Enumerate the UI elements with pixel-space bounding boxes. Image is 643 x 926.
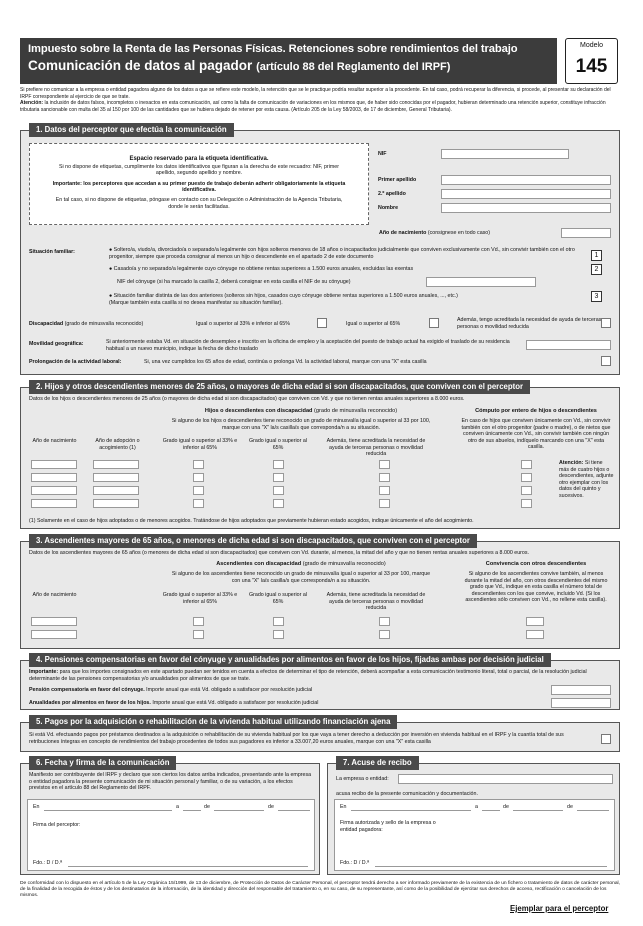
situacion-3-text: ● Situación familiar distinta de las dos anteriores (solteros sin hijos, casados cuyo cónyuge obtiene rentas superiores a 1.500 euros anuales, ..., etc.) (Marque también esta casilla si no desea manifestar su situación familiar). <box>109 293 458 306</box>
fecha-dia-line[interactable] <box>183 810 201 811</box>
hijo-computo-checkbox[interactable] <box>521 473 532 482</box>
primer-apellido-label: Primer apellido <box>378 177 417 183</box>
asc-disc-text: Si alguno de los ascendientes tiene reconocido un grado de minusvalía igual o superior al 33 por 100, marque con una "X" la/s casilla/s que corresponda/n a su situación. <box>171 571 431 584</box>
hijos-disc-text: Si alguno de los hijos o descendientes tiene reconocido un grado de minusvalía igual o superior al 33 por 100, marque con una "X" la/s casilla/s que corresponda/n a su situación. <box>171 418 431 431</box>
intro-text <box>20 87 620 113</box>
section-5-title: 5. Pagos por la adquisición o rehabilitación de la vivienda habitual utilizando financiación ajena <box>29 715 397 729</box>
anualidades-label: Anualidades por alimentos en favor de los hijos. Importe anual que está Vd. obligado a satisfacer por resolución judicial <box>29 700 319 706</box>
acuse-a-label: a <box>475 804 478 810</box>
convivencia-text: Si alguno de los ascendientes convive también, al menos durante la mitad del año, con otros descendientes del mismo grado que Vd., indique en esta casilla el número total de descendientes con los que convive, incluido Vd. (Si los ascendientes sólo conviven con Vd., no rellene esta casilla). <box>464 571 608 604</box>
movilidad-date-input[interactable] <box>526 340 611 350</box>
firma-empresa-box[interactable] <box>334 799 615 871</box>
ascendiente-grado-b-checkbox[interactable] <box>273 630 284 639</box>
section-6-title: 6. Fecha y firma de la comunicación <box>29 756 176 770</box>
fdo-perceptor-line[interactable] <box>68 866 308 867</box>
hijo-ayuda-checkbox[interactable] <box>379 473 390 482</box>
acuse-ano-line[interactable] <box>577 810 609 811</box>
section-3 <box>20 536 620 649</box>
pension-label: Pensión compensatoria en favor del cónyuge. Importe anual que está Vd. obligado a satisfacer por resolución judicial <box>29 687 313 693</box>
section-7-title: 7. Acuse de recibo <box>336 756 419 770</box>
empresa-input[interactable] <box>398 774 613 784</box>
situacion-1-checkbox[interactable]: 1 <box>591 250 602 261</box>
nif-conyuge-label: NIF del cónyuge (si ha marcado la casilla 2, deberá consignar en esta casilla el NIF de su cónyuge) <box>117 279 351 285</box>
prolongacion-label: Prolongación de la actividad laboral: <box>29 359 122 365</box>
col-grado-a-header: Grado igual o superior al 33% e inferior al 65% <box>162 438 238 451</box>
ascendiente-grado-b-checkbox[interactable] <box>273 617 284 626</box>
label-area-p3: En tal caso, si no dispone de etiquetas, póngase en contacto con su Delegación o Administración de la Agencia Tributaria, donde le serán facilitadas. <box>55 196 343 210</box>
discapacidad-a-checkbox[interactable] <box>317 318 327 328</box>
fecha-mes-line[interactable] <box>214 810 264 811</box>
header-title-line1: Impuesto sobre la Renta de las Personas Físicas. Retenciones sobre rendimientos del trabajo <box>28 43 518 55</box>
intro-p2: Atención: la inclusión de datos falsos, incompletos o inexactos en esta comunicación, así como la falta de comunicación de variaciones en los mismos que, de haber sido conocidas por el pagador, hubieran determinado una retención superior, constituye infracción tributaria sancionable con multa del 35 al 150 por 100 de las cantidades que se hubiera dejado de retener por esta causa. (Artículo 205 de la Ley 58/2003, de 17 de diciembre, General Tributaria). <box>20 100 606 113</box>
segundo-apellido-input[interactable] <box>441 189 611 199</box>
section-4-importante: Importante: para que los importes consignados en este apartado puedan ser tenidos en cuenta a efectos de determinar el tipo de retención, deberá acompañar a esta comunicación testimonio literal, total o parcial, de la resolución judicial determinante de las pensiones compensatorias y/o anualidades por alimentos de que se trate. <box>29 669 587 682</box>
acuse-lugar-line[interactable] <box>351 810 471 811</box>
ascendiente-nacimiento-input[interactable] <box>31 630 77 639</box>
nif-input[interactable] <box>441 149 569 159</box>
primer-apellido-input[interactable] <box>441 175 611 185</box>
movilidad-label: Movilidad geográfica: <box>29 341 84 347</box>
ascendiente-grado-a-checkbox[interactable] <box>193 630 204 639</box>
modelo-box <box>565 38 618 84</box>
situacion-3-checkbox[interactable]: 3 <box>591 291 602 302</box>
hijo-computo-checkbox[interactable] <box>521 460 532 469</box>
section-6 <box>20 758 320 875</box>
asc-col-nacimiento-header: Año de nacimiento <box>32 592 77 598</box>
ascendiente-convivencia-input[interactable] <box>526 617 544 626</box>
discapacidad-c-label: Además, tengo acreditada la necesidad de ayuda de terceras personas o movilidad reducida <box>457 317 602 330</box>
hijo-nacimiento-input[interactable] <box>31 460 77 469</box>
discapacidad-a-label: Igual o superior al 33% e inferior al 65% <box>196 321 290 327</box>
computo-text: En caso de hijos que conviven únicamente con Vd., sin convivir también con el otro progenitor (padre o madre), o de nietos que conviven únicamente con Vd., sin convivir también con ningún otro de sus abuelos, indíquelo marcando con una "X" esta casilla. <box>461 418 611 451</box>
nombre-input[interactable] <box>441 203 611 213</box>
header-title-line2: Comunicación de datos al pagador (artículo 88 del Reglamento del IRPF) <box>28 58 451 73</box>
ejemplar-label: Ejemplar para el perceptor <box>510 904 609 913</box>
section-3-title: 3. Ascendientes mayores de 65 años, o menores de dicha edad si son discapacitados, que conviven con el perceptor <box>29 534 477 548</box>
label-area-p2: Importante: los perceptores que accedan a su primer puesto de trabajo deberán adherir obligatoriamente la etiqueta identificativa. <box>52 180 346 194</box>
nif-conyuge-input[interactable] <box>426 277 536 287</box>
ascendiente-ayuda-checkbox[interactable] <box>379 617 390 626</box>
discapacidad-label: Discapacidad (grado de minusvalía reconocido) <box>29 321 144 327</box>
col-ayuda-header: Además, tiene acreditada la necesidad de ayuda de terceras personas o movilidad reducida <box>326 438 426 458</box>
firma-empresa-label: Firma autorizada y sello de la empresa o entidad pagadora: <box>340 820 436 833</box>
hijo-nacimiento-input[interactable] <box>31 473 77 482</box>
hijo-grado-a-checkbox[interactable] <box>193 460 204 469</box>
col-nacimiento-header: Año de nacimiento <box>32 438 77 444</box>
modelo-label: Modelo <box>580 42 603 49</box>
col-grado-b-header: Grado igual o superior al 65% <box>248 438 307 451</box>
prolongacion-text: Si, una vez cumplidos los 65 años de edad, continúa o prolonga Vd. la actividad laboral, marque con una "X" esta casilla <box>144 359 427 365</box>
section-2-footnote: (1) Solamente en el caso de hijos adoptados o de menores acogidos. Tratándose de hijos adoptados que previamente hubieran estado acogidos, indique únicamente el año del acogimiento. <box>29 518 474 524</box>
firma-perceptor-box[interactable] <box>27 799 315 871</box>
section-4 <box>20 655 620 710</box>
pension-input[interactable] <box>551 685 611 695</box>
discapacidad-c-checkbox[interactable] <box>601 318 611 328</box>
acuse-dia-line[interactable] <box>482 810 500 811</box>
section-4-title: 4. Pensiones compensatorias en favor del cónyuge y anualidades por alimentos en favor de los hijos, fijadas ambas por decisión judicial <box>29 653 551 667</box>
section-5-text: Si está Vd. efectuando pagos por préstamos destinados a la adquisición o rehabilitación de su vivienda habitual por los que vaya a tener derecho a deducción por inversión en vivienda habitual en el IRPF y la cuantía total de sus retribuciones íntegras en concepto de rendimientos del trabajo procedentes de todos sus pagadores es inferior a 33.007,20 euros anuales, marque con una "X" esta casilla <box>29 732 564 745</box>
nacimiento-label: Año de nacimiento (consignese en todo caso) <box>379 230 491 236</box>
convivencia-header: Convivencia con otros descendientes <box>485 561 587 567</box>
ascendiente-nacimiento-input[interactable] <box>31 617 77 626</box>
nacimiento-input[interactable] <box>561 228 611 238</box>
computo-header: Cómputo por entero de hijos o descendientes <box>475 408 597 414</box>
form-header <box>20 38 557 84</box>
movilidad-text: Si anteriormente estaba Vd. en situación de desempleo e inscrito en la oficina de empleo y la aceptación del puesto de trabajo actual ha exigido el traslado de su residencia habitual a un nuevo municipio, indique la fecha de dicho traslado <box>106 339 510 352</box>
vivienda-checkbox[interactable] <box>601 734 611 744</box>
hijo-nacimiento-input[interactable] <box>31 486 77 495</box>
section-1 <box>20 125 620 375</box>
situacion-label: Situación familiar: <box>29 249 75 255</box>
asc-disc-header: Ascendientes con discapacidad (grado de minusvalía reconocido) <box>216 561 386 567</box>
fecha-lugar-line[interactable] <box>44 810 172 811</box>
hijo-grado-b-checkbox[interactable] <box>273 499 284 508</box>
hijo-grado-a-checkbox[interactable] <box>193 486 204 495</box>
section-2-title: 2. Hijos y otros descendientes menores de 25 años, o mayores de dicha edad si son discapacitados, que conviven con el perceptor <box>29 380 530 394</box>
hijo-grado-a-checkbox[interactable] <box>193 473 204 482</box>
hijo-grado-b-checkbox[interactable] <box>273 486 284 495</box>
section-2 <box>20 382 620 529</box>
hijo-adopcion-input[interactable] <box>93 499 139 508</box>
section-5 <box>20 717 620 752</box>
hijo-adopcion-input[interactable] <box>93 486 139 495</box>
fecha-a-label: a <box>176 804 179 810</box>
section-7 <box>327 758 620 875</box>
situacion-1-text: ● Soltero/a, viudo/a, divorciado/a o separado/a legalmente con hijos solteros menores de 18 años o incapacitados judicialmente que conviven exclusivamente con Vd., sin convivir también con el otro progenitor, siempre que proceda consignar al menos un hijo o descendiente en el apartado 2 de este documento <box>109 247 575 260</box>
hijo-computo-checkbox[interactable] <box>521 499 532 508</box>
fdo-empresa-line[interactable] <box>375 866 607 867</box>
hijo-nacimiento-input[interactable] <box>31 499 77 508</box>
col-adopcion-header: Año de adopción o acogimiento (1) <box>95 438 140 451</box>
acuse-de2-label: de <box>567 804 573 810</box>
intro-p1: Si prefiere no comunicar a la empresa o entidad pagadora alguno de los datos a que se refiere este modelo, la retención que se le practique podría resultar superior a la procedente. En tal caso, podrá recuperar la diferencia, si procede, al presentar su declaración del IRPF correspondiente al ejercicio de que se trate. <box>20 87 611 100</box>
fdo-empresa-label: Fdo.: D / D.ª <box>340 860 370 866</box>
atencion-note: Atención: Si tiene más de cuatro hijos o descendientes, adjunte otro ejemplar con los datos del quinto y sucesivos. <box>559 460 614 500</box>
discapacidad-b-label: Igual o superior al 65% <box>346 321 401 327</box>
section-1-title: 1. Datos del perceptor que efectúa la comunicación <box>29 123 234 137</box>
hijo-computo-checkbox[interactable] <box>521 486 532 495</box>
hijos-disc-header: Hijos o descendientes con discapacidad (grado de minusvalía reconocido) <box>204 408 398 414</box>
hijo-grado-a-checkbox[interactable] <box>193 499 204 508</box>
modelo-number: 145 <box>575 55 608 77</box>
asc-col-ayuda-header: Además, tiene acreditada la necesidad de ayuda de terceras personas o movilidad reducida <box>326 592 426 612</box>
ascendiente-ayuda-checkbox[interactable] <box>379 630 390 639</box>
discapacidad-b-checkbox[interactable] <box>429 318 439 328</box>
fecha-de2-label: de <box>268 804 274 810</box>
ascendiente-convivencia-input[interactable] <box>526 630 544 639</box>
firma-perceptor-label: Firma del perceptor: <box>33 822 81 828</box>
segundo-apellido-label: 2.º apellido <box>378 191 406 197</box>
label-area-title: Espacio reservado para la etiqueta identificativa. <box>129 156 269 162</box>
fecha-en-label: En <box>33 804 40 810</box>
hijo-grado-b-checkbox[interactable] <box>273 460 284 469</box>
label-area-p1: Si no dispone de etiquetas, cumplimente los datos identificativos que figuran a la derecha de este recuadro: NIF, primer apellido, segundo apellido y nombre. <box>58 163 339 177</box>
situacion-2-text: ● Casado/a y no separado/a legalmente cuyo cónyuge no obtiene rentas superiores a 1.500 euros anuales, excluidas las exentas <box>109 266 414 272</box>
ascendiente-grado-a-checkbox[interactable] <box>193 617 204 626</box>
situacion-2-checkbox[interactable]: 2 <box>591 264 602 275</box>
fdo-perceptor-label: Fdo.: D / D.ª <box>33 860 63 866</box>
asc-col-grado-b-header: Grado igual o superior al 65% <box>248 592 307 605</box>
acuse-de1-label: de <box>503 804 509 810</box>
acusa-text: acusa recibo de la presente comunicación y documentación. <box>336 791 478 797</box>
fecha-ano-line[interactable] <box>278 810 310 811</box>
hijo-ayuda-checkbox[interactable] <box>379 486 390 495</box>
section-6-text: Manifiesto ser contribuyente del IRPF y declaro que son ciertos los datos arriba indicados, presentando ante la empresa o entidad pagadora la presente comunicación de mi situación personal y familiar, o de su variación, a los efectos previstos en el artículo 88 del Reglamento del IRPF. <box>29 772 312 792</box>
nombre-label: Nombre <box>378 205 399 211</box>
section-2-intro: Datos de los hijos o descendientes menores de 25 años (o mayores de dicha edad si son discapacitados) que conviven con Vd. y que no tienen rentas anuales superiores a 8.000 euros. <box>29 396 465 402</box>
hijo-adopcion-input[interactable] <box>93 460 139 469</box>
label-area <box>29 143 369 225</box>
anualidades-input[interactable] <box>551 698 611 708</box>
hijo-grado-b-checkbox[interactable] <box>273 473 284 482</box>
hijo-adopcion-input[interactable] <box>93 473 139 482</box>
hijo-ayuda-checkbox[interactable] <box>379 499 390 508</box>
empresa-label: La empresa o entidad: <box>336 776 389 782</box>
hijo-ayuda-checkbox[interactable] <box>379 460 390 469</box>
fecha-de1-label: de <box>204 804 210 810</box>
nif-label: NIF <box>378 151 387 157</box>
asc-col-grado-a-header: Grado igual o superior al 33% e inferior al 65% <box>162 592 238 605</box>
acuse-mes-line[interactable] <box>513 810 563 811</box>
acuse-en-label: En <box>340 804 347 810</box>
prolongacion-checkbox[interactable] <box>601 356 611 366</box>
footer-text: De conformidad con lo dispuesto en el artículo 5 de la Ley Orgánica 15/1999, de 13 de diciembre, de Protección de Datos de Carácter Personal, el perceptor tendrá derecho a ser informado previamente de la existencia de un fichero o tratamiento de datos de carácter personal, de la finalidad de la recogida de éstos y de los destinatarios de la información, de la identidad y dirección del responsable del tratamiento o, en su caso, de su representante, así como de la posibilidad de ejercitar sus derechos de acceso, rectificación o cancelación de los mismos. <box>20 881 620 899</box>
section-3-intro: Datos de los ascendientes mayores de 65 años (o menores de dicha edad si son discapacitados) que conviven con Vd. durante, al menos, la mitad del año y que no tienen rentas anuales superiores a 8.000 euros. <box>29 550 529 556</box>
